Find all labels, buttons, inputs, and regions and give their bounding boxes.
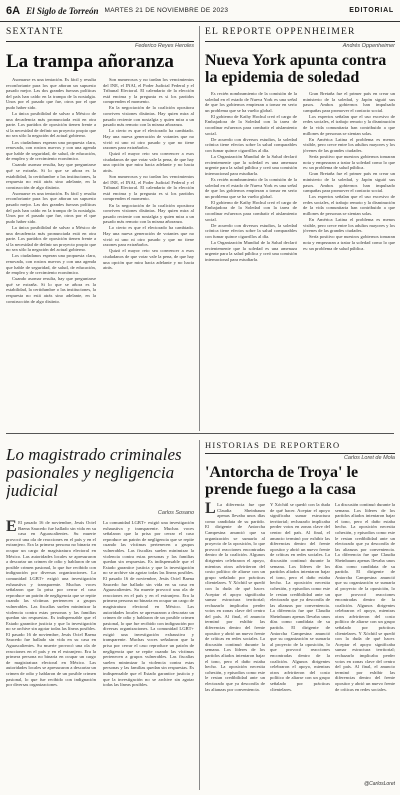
magistrado-article bbox=[6, 440, 194, 790]
paragraph: Es recién nombramiento de la comisión de la soledad en el estado de Nueva York es una señal de que los gobiernos empiezan a tomar en serio un problema que se ha vuelto global. bbox=[205, 176, 297, 199]
paragraph: La comunidad LGBT+ exigió una investigación exhaustiva y transparente. Muchas voces señalaron que la prisa por cerrar el caso reproduce un patrón de negligencia que se repite cuando las víctimas pertenecen a grupos vulnerables. Las fiscalías suelen minimizar la violencia contra estas personas y las familias quedan sin respuestas. Es indispensable que el Estado garantice justicia y que la investigación no se archive sin agotar todas las líneas posibles. bbox=[103, 626, 194, 688]
issue-date: MARTES 21 DE NOVIEMBRE DE 2023 bbox=[104, 7, 229, 14]
paragraph: Y Xóchitl se quedó con la duda de qué hacer. Aceptar el apoyo significaba sumar estructura territorial; rechazarlo implicaba perder votos en zonas clave del centro del país. Al final, el anuncio terminó por exhibir las diferencias dentro del frente opositor y abrió un nuevo frente de críticas en redes sociales. bbox=[205, 580, 265, 642]
loret-byline: Carlos Loret de Mola bbox=[343, 455, 395, 461]
sextante-kicker: SEXTANTE bbox=[6, 27, 64, 37]
section-divider bbox=[6, 433, 394, 434]
paragraph: Gran Bretaña fue el primer país en crear un ministerio de la soledad, y Japón siguió sus pasos. Ambos gobiernos han impulsado campañas para promover el contacto social. bbox=[303, 171, 395, 194]
paragraph: Lo cierto es que el electorado ha cambiado. Hay una nueva generación de votantes que no vivió ni uno ni otro pasado y que no tiene razones para extrañarlos. bbox=[103, 225, 194, 248]
column-divider bbox=[199, 440, 200, 790]
paragraph: El pasado 16 de noviembre, Jesús Ociel Baena Saucedo fue hallado sin vida en su casa en Aguascalientes. Su muerte provocó una ola de reacciones en el país y en el extranjero. Era la primera persona no binaria en ocupar un cargo de magistratura electoral en México. Las autoridades locales se apresuraron a descartar un crimen de odio y hablaron de un posible crimen pasional, lo que fue recibido con indignación por diversas organizaciones. bbox=[6, 631, 96, 688]
paragraph: El gobierno de Kathy Hochul creó el cargo de Embajadora de la Soledad con la tarea de coordinar esfuerzos para combatir el aislamiento social. bbox=[205, 113, 297, 136]
paragraph: En América Latina el problema es menos visible, pero crece entre los adultos mayores y los jóvenes de las grandes ciudades. bbox=[303, 136, 395, 153]
paragraph: El pasado 16 de noviembre, Jesús Ociel Baena Saucedo fue hallado sin vida en su casa en Aguascalientes. Su muerte provocó una ola de reacciones en el país y en el extranjero. Era la primera persona no binaria en ocupar un cargo de magistratura electoral en México. Las autoridades locales se apresuraron a descartar un crimen de odio y hablaron de un posible crimen pasional, lo que fue recibido con indignación por diversas organizaciones. bbox=[103, 575, 194, 632]
paragraph: Gran Bretaña fue el primer país en crear un ministerio de la soledad, y Japón siguió sus pasos. Ambos gobiernos han impulsado campañas para promover el contacto social. bbox=[303, 91, 395, 113]
paragraph: Sería positivo que nuestros gobiernos tomaran nota y empezaran a tratar la soledad como lo que es: un problema de salud pública. bbox=[303, 154, 395, 171]
paragraph: Cuando asomar resulta, hay que preguntarse qué se extraña. Si lo que se añora es la estabilidad, la certidumbre o las instituciones, la respuesta no está atrás sino adelante, en la construcción de algo distinto. bbox=[6, 162, 96, 190]
kicker-rule bbox=[6, 41, 194, 42]
paragraph: En América Latina el problema es menos visible, pero crece entre los adultos mayores y los jóvenes de las grandes ciudades. bbox=[303, 217, 395, 234]
sextante-byline: Federico Reyes Heroles bbox=[135, 43, 194, 49]
sextante-col-1 bbox=[6, 77, 96, 427]
paragraph: Y Xóchitl se quedó con la duda de qué hacer. Aceptar el apoyo significaba sumar estructura territorial; rechazarlo implicaba perder votos en zonas clave del centro del país. Al final, el anuncio terminó por exhibir las diferencias dentro del frente opositor y abrió un nuevo frente de críticas en redes sociales. bbox=[270, 502, 330, 558]
oppenheimer-headline: Nueva York apunta contra la epidemia de soledad bbox=[205, 52, 387, 86]
paragraph: Quizá el mayor reto sea convencer a esos ciudadanos de que votar vale la pena, de que hay una opción que mira hacia adelante y no hacia atrás. bbox=[103, 151, 194, 173]
oppenheimer-byline: Andrés Oppenheimer bbox=[342, 43, 395, 49]
kicker-rule bbox=[205, 453, 395, 454]
paragraph: Los expertos señalan que el uso excesivo de redes sociales, el trabajo remoto y la disminución de la vida comunitaria han contribuido a que millones de personas se sientan solas. bbox=[303, 113, 395, 136]
paragraph: Son numerosos y no tardan los vencimientos del INE, el INAI, el Poder Judicial Federal y el Tribunal Electoral. El calendario de la elección está encima y la pregunta es si los partidos comprenden el momento. bbox=[103, 77, 194, 105]
loret-col-1 bbox=[205, 502, 265, 790]
paragraph: La diferencia fue que Claudia Sheinbaum apenas llevaba unos días como candidata de su partido. El dirigente de Antorcha Campesina anunció que su organización se sumaría al proyecto de la oposición, lo que provocó reacciones encontradas dentro de la coalición. Algunos dirigentes celebraron el apoyo, mientras otros advirtieron del costo político de aliarse con un grupo señalado por prácticas clientelares. bbox=[270, 608, 330, 692]
page-number: 6A bbox=[6, 4, 21, 17]
paragraph: La Organización Mundial de la Salud declaró recientemente que la soledad es una amenaza urgente para la salud pública y creó una comisión internacional para estudiarla. bbox=[205, 239, 297, 262]
paragraph: La Organización Mundial de la Salud declaró recientemente que la soledad es una amenaza urgente para la salud pública y creó una comisión internacional para estudiarla. bbox=[205, 154, 297, 176]
magistrado-byline: Carlos Sosano bbox=[157, 510, 194, 516]
paragraph: Los ciudadanos esperan una propuesta clara, renovada, con rostros nuevos y con una agenda que hable de seguridad, de salud, de educación, de empleo y de crecimiento económico. bbox=[6, 253, 96, 276]
paragraph: La única posibilidad de salvar a México de una decadencia más pronunciada está en otra parte. Los partidos de oposición tienen frente a sí la necesidad de definir un proyecto propio que no sea sólo la negación del actual gobierno. bbox=[6, 224, 96, 253]
oppenheimer-col-2 bbox=[303, 91, 395, 427]
paragraph: La única posibilidad de salvar a México de una decadencia más pronunciada está en otra parte. Los partidos de oposición tienen frente a sí la necesidad de definir un proyecto propio que no sea sólo la negación del actual gobierno. bbox=[6, 111, 96, 139]
paragraph: El pasado 16 de noviembre, Jesús Ociel Baena Saucedo fue hallado sin vida en su casa en Aguascalientes. Su muerte provocó una ola de reacciones en el país y en el extranjero. Era la primera persona no binaria en ocupar un cargo de magistratura electoral en México. Las autoridades locales se apresuraron a descartar un crimen de odio y hablaron de un posible crimen pasional, lo que fue recibido con indignación por diversas organizaciones. bbox=[6, 520, 96, 576]
masthead bbox=[0, 0, 400, 22]
magistrado-col-2 bbox=[103, 520, 194, 790]
dropcap: L bbox=[205, 502, 216, 517]
paragraph: Sería positivo que nuestros gobiernos tomaran nota y empezaran a tratar la soledad como lo que es: un problema de salud pública. bbox=[303, 234, 395, 251]
dropcap: E bbox=[6, 520, 17, 535]
section-label: EDITORIAL bbox=[349, 7, 394, 14]
paragraph: Asomarse es una tentación. Es fácil y resulta reconfortante para los que añoran un supuesto pasado mejor. Las dos grandes fuerzas políticas del país han caído en la trampa de la nostalgia. Unos por el pasado que fue, otros por el que pudo haber sido. bbox=[6, 190, 96, 224]
oppenheimer-col-1 bbox=[205, 91, 297, 427]
column-divider bbox=[199, 26, 200, 431]
oppenheimer-article bbox=[205, 27, 395, 427]
sextante-article bbox=[6, 27, 194, 427]
paragraph: En la negociación de la coalición opositora conviven visiones distintas. Hay quien mira al pasado reciente con nostalgia y quien mira a un pasado más remoto con la misma añoranza. bbox=[103, 105, 194, 128]
paragraph: La discusión continuó durante la semana. Los líderes de los partidos aliados intentaron bajar el tono, pero el daño estaba hecho. La oposición necesita cohesión, y episodios como este le restan credibilidad ante un electorado que ya desconfía de las alianzas por conveniencia. bbox=[205, 636, 265, 692]
paragraph: Los expertos señalan que el uso excesivo de redes sociales, el trabajo remoto y la disminución de la vida comunitaria han contribuido a que millones de personas se sientan solas. bbox=[303, 194, 395, 216]
paragraph: Quizá el mayor reto sea convencer a esos ciudadanos de que votar vale la pena, de que hay una opción que mira hacia adelante y no hacia atrás. bbox=[103, 248, 194, 271]
magistrado-col-1 bbox=[6, 520, 96, 790]
loret-kicker: HISTORIAS DE REPORTERO bbox=[205, 440, 341, 450]
loret-col-2 bbox=[270, 502, 330, 790]
loret-signoff: @CarlosLoret bbox=[364, 781, 395, 787]
paragraph: La discusión continuó durante la semana. Los líderes de los partidos aliados intentaron bajar el tono, pero el daño estaba hecho. La oposición necesita cohesión, y episodios como este le restan credibilidad ante un electorado que ya desconfía de las alianzas por conveniencia. bbox=[335, 502, 395, 552]
paragraph: Son numerosos y no tardan los vencimientos del INE, el INAI, el Poder Judicial Federal y el Tribunal Electoral. El calendario de la elección está encima y la pregunta es si los partidos comprenden el momento. bbox=[103, 174, 194, 202]
loret-article bbox=[205, 440, 395, 790]
paragraph: Y Xóchitl se quedó con la duda de qué hacer. Aceptar el apoyo significaba sumar estructura territorial; rechazarlo implicaba perder votos en zonas clave del centro del país. Al final, el anuncio terminó por exhibir las diferencias dentro del frente opositor y abrió un nuevo frente de críticas en redes sociales. bbox=[335, 630, 395, 692]
paragraph: Cuando asomar resulta, hay que preguntarse qué se extraña. Si lo que se añora es la estabilidad, la certidumbre o las instituciones, la respuesta no está atrás sino adelante, en la construcción de algo distinto. bbox=[6, 276, 96, 304]
paragraph: Es recién nombramiento de la comisión de la soledad en el estado de Nueva York es una señal de que los gobiernos empiezan a tomar en serio un problema que se ha vuelto global. bbox=[205, 91, 297, 113]
paragraph: La diferencia fue que Claudia Sheinbaum apenas llevaba unos días como candidata de su partido. El dirigente de Antorcha Campesina anunció que su organización se sumaría al proyecto de la oposición, lo que provocó reacciones encontradas dentro de la coalición. Algunos dirigentes celebraron el apoyo, mientras otros advirtieron del costo político de aliarse con un grupo señalado por prácticas clientelares. bbox=[205, 502, 265, 586]
paragraph: De acuerdo con diversos estudios, la soledad crónica tiene efectos sobre la salud comparables con fumar quince cigarrillos al día. bbox=[205, 222, 297, 239]
loret-col-3 bbox=[335, 502, 395, 780]
paragraph: El gobierno de Kathy Hochul creó el cargo de Embajadora de la Soledad con la tarea de coordinar esfuerzos para combatir el aislamiento social. bbox=[205, 199, 297, 222]
paragraph: La comunidad LGBT+ exigió una investigación exhaustiva y transparente. Muchas voces señalaron que la prisa por cerrar el caso reproduce un patrón de negligencia que se repite cuando las víctimas pertenecen a grupos vulnerables. Las fiscalías suelen minimizar la violencia contra estas personas y las familias quedan sin respuestas. Es indispensable que el Estado garantice justicia y que la investigación no se archive sin agotar todas las líneas posibles. bbox=[6, 570, 96, 632]
magistrado-headline: Lo magistrado criminales pasionales y negligencia judicial bbox=[6, 445, 182, 500]
newspaper-name: El Siglo de Torreón bbox=[26, 5, 99, 16]
paragraph: Lo cierto es que el electorado ha cambiado. Hay una nueva generación de votantes que no vivió ni uno ni otro pasado y que no tiene razones para extrañarlos. bbox=[103, 128, 194, 151]
paragraph: Los ciudadanos esperan una propuesta clara, renovada, con rostros nuevos y con una agenda que hable de seguridad, de salud, de educación, de empleo y de crecimiento económico. bbox=[6, 139, 96, 162]
paragraph: Asomarse es una tentación. Es fácil y resulta reconfortante para los que añoran un supuesto pasado mejor. Las dos grandes fuerzas políticas del país han caído en la trampa de la nostalgia. Unos por el pasado que fue, otros por el que pudo haber sido. bbox=[6, 77, 96, 110]
paragraph: La comunidad LGBT+ exigió una investigación exhaustiva y transparente. Muchas voces señalaron que la prisa por cerrar el caso reproduce un patrón de negligencia que se repite cuando las víctimas pertenecen a grupos vulnerables. Las fiscalías suelen minimizar la violencia contra estas personas y las familias quedan sin respuestas. Es indispensable que el Estado garantice justicia y que la investigación no se archive sin agotar todas las líneas posibles. bbox=[103, 520, 194, 576]
paragraph: La discusión continuó durante la semana. Los líderes de los partidos aliados intentaron bajar el tono, pero el daño estaba hecho. La oposición necesita cohesión, y episodios como este le restan credibilidad ante un electorado que ya desconfía de las alianzas por conveniencia. bbox=[270, 552, 330, 608]
loret-headline: 'Antorcha de Troya' le prende fuego a la casa bbox=[205, 464, 359, 498]
sextante-col-2 bbox=[103, 77, 194, 427]
kicker-rule bbox=[205, 41, 395, 42]
paragraph: En la negociación de la coalición opositora conviven visiones distintas. Hay quien mira al pasado reciente con nostalgia y quien mira a un pasado más remoto con la misma añoranza. bbox=[103, 202, 194, 225]
paragraph: De acuerdo con diversos estudios, la soledad crónica tiene efectos sobre la salud comparables con fumar quince cigarrillos al día. bbox=[205, 136, 297, 153]
sextante-headline: La trampa añoranza bbox=[6, 51, 174, 72]
paragraph: La diferencia fue que Claudia Sheinbaum apenas llevaba unos días como candidata de su partido. El dirigente de Antorcha Campesina anunció que su organización se sumaría al proyecto de la oposición, lo que provocó reacciones encontradas dentro de la coalición. Algunos dirigentes celebraron el apoyo, mientras otros advirtieron del costo político de aliarse con un grupo señalado por prácticas clientelares. bbox=[335, 552, 395, 636]
oppenheimer-kicker: EL REPORTE OPPENHEIMER bbox=[205, 27, 356, 37]
